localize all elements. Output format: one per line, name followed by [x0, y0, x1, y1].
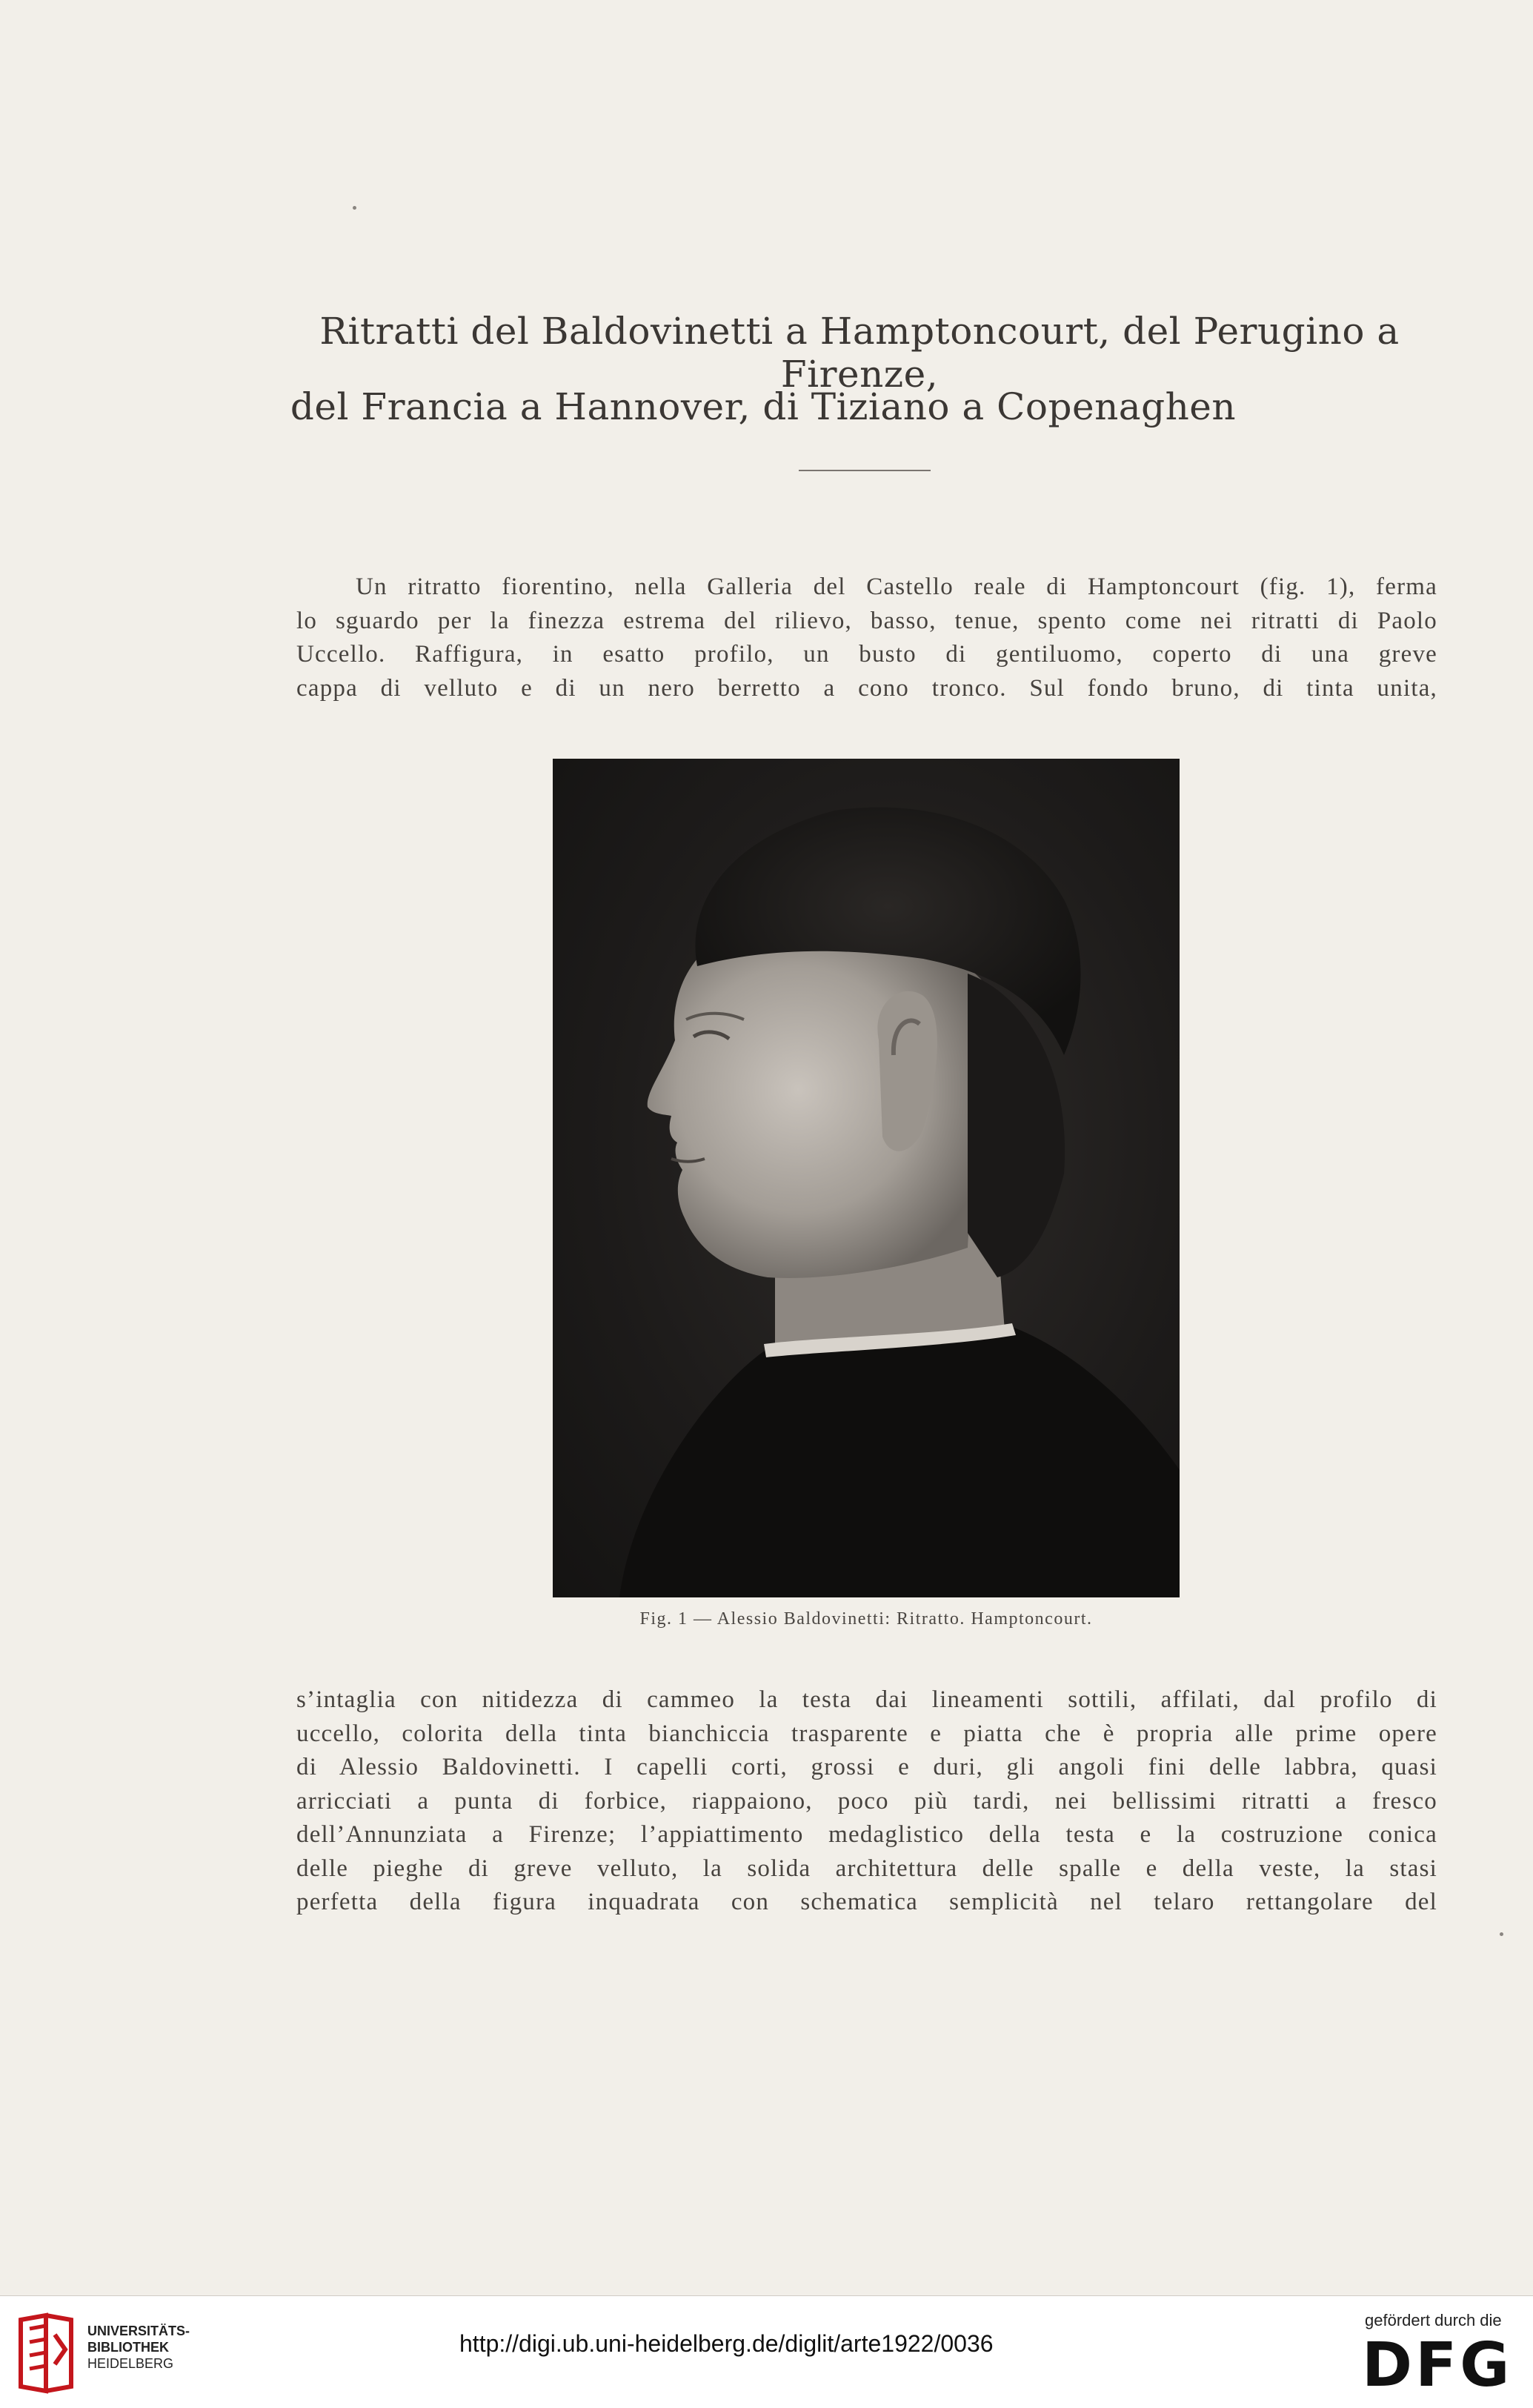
text-line: di Alessio Baldovinetti. I capelli corti, grossi e duri, gli angoli fini delle labbra, quasi — [296, 1754, 1437, 1780]
text-line: uccello, colorita della tinta bianchiccia trasparente e piatta che è propria alle prime opere — [296, 1720, 1437, 1747]
library-name-line-2: BIBLIOTHEK — [87, 2340, 169, 2355]
dfg-logo[interactable]: DFG — [1362, 2330, 1513, 2401]
text-line: dell’Annunziata a Firenze; l’appiattimento medaglistico della testa e la costruzione conica — [296, 1821, 1437, 1848]
portrait-figure — [553, 759, 1180, 1597]
figure-caption: Fig. 1 — Alessio Baldovinetti: Ritratto. Hamptoncourt. — [639, 1609, 1093, 1629]
text-line: delle pieghe di greve velluto, la solida architettura delle spalle e della veste, la stasi — [296, 1855, 1437, 1882]
print-speck — [1500, 1932, 1503, 1936]
text-line: arricciati a punta di forbice, riappaiono, poco più tardi, nei bellissimi ritratti a fresco — [296, 1787, 1437, 1815]
funding-text: gefördert durch die — [1365, 2311, 1502, 2329]
text-line: Uccello. Raffigura, in esatto profilo, un busto di gentiluomo, coperto di una greve — [296, 641, 1437, 668]
article-title-line-1: Ritratti del Baldovinetti a Hamptoncourt, del Perugino a Firenze, — [319, 310, 1400, 396]
portrait-illustration — [553, 759, 1180, 1597]
article-title-line-2: del Francia a Hannover, di Tiziano a Copenaghen — [290, 385, 1237, 428]
library-name-line-1: UNIVERSITÄTS- — [87, 2324, 190, 2338]
text-line: lo sguardo per la finezza estrema del rilievo, basso, tenue, spento come nei ritratti di Paolo — [296, 607, 1437, 634]
library-name-line-3: HEIDELBERG — [87, 2356, 174, 2371]
text-line: cappa di velluto e di un nero berretto a cono tronco. Sul fondo bruno, di tinta unita, — [296, 674, 1437, 702]
print-speck — [353, 206, 356, 210]
title-divider — [799, 470, 931, 471]
ub-heidelberg-logo-icon[interactable] — [16, 2312, 76, 2394]
library-name — [87, 2323, 190, 2372]
paragraph-intro — [296, 571, 1437, 705]
digitization-footer — [0, 2295, 1533, 2408]
paragraph-body — [296, 1683, 1437, 1920]
text-line: perfetta della figura inquadrata con schematica semplicità nel telaro rettangolare del — [296, 1889, 1437, 1915]
text-line: Un ritratto fiorentino, nella Galleria del Castello reale di Hamptoncourt (fig. 1), ferma — [356, 573, 1437, 600]
text-line: s’intaglia con nitidezza di cammeo la testa dai lineamenti sottili, affilati, dal profilo di — [296, 1686, 1437, 1713]
permalink-url[interactable]: http://digi.ub.uni-heidelberg.de/diglit/arte1922/0036 — [459, 2330, 994, 2357]
